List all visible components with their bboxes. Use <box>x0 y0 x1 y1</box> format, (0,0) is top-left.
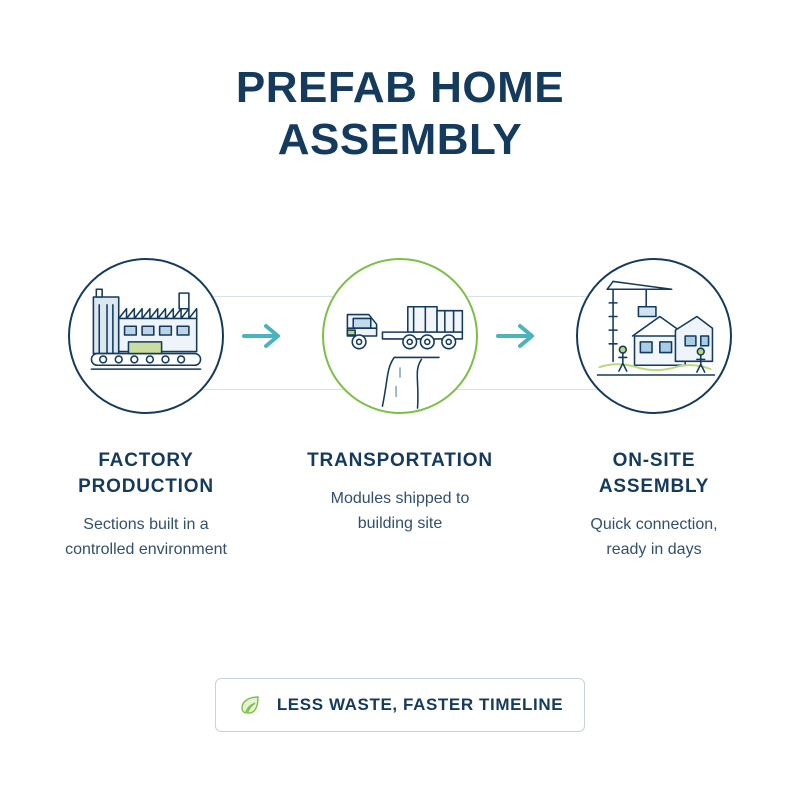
caption-desc-line-1: Modules shipped to <box>330 490 470 507</box>
page-title-line-1: PREFAB HOME <box>235 63 565 112</box>
caption-title-line-2: ASSEMBLY <box>598 476 710 497</box>
caption-desc-line-2: building site <box>357 515 443 532</box>
step-circle-transportation[interactable] <box>322 258 478 414</box>
page-title-line-2: ASSEMBLY <box>277 115 523 164</box>
page-title <box>0 62 800 166</box>
arrow-right-icon-2 <box>494 320 540 352</box>
step-circle-factory-production[interactable] <box>68 258 224 414</box>
process-steps <box>0 258 800 428</box>
caption-desc-line-1: Quick connection, <box>590 516 718 533</box>
caption-title-line-1: ON-SITE <box>612 450 696 471</box>
caption-title-line-1: FACTORY <box>98 450 194 471</box>
footer-badge-label: LESS WASTE, FASTER TIMELINE <box>276 695 564 714</box>
caption-desc-line-2: ready in days <box>606 541 702 558</box>
caption-on-site-assembly <box>534 448 774 562</box>
footer-badge <box>215 678 585 732</box>
caption-desc-line-1: Sections built in a <box>83 516 209 533</box>
caption-title <box>280 448 520 474</box>
leaf-icon <box>237 692 263 718</box>
caption-title-line-1: TRANSPORTATION <box>307 450 493 471</box>
step-circle-on-site-assembly[interactable] <box>576 258 732 414</box>
caption-description <box>26 512 266 562</box>
caption-factory-production <box>26 448 266 562</box>
caption-transportation <box>280 448 520 536</box>
caption-title <box>534 448 774 500</box>
caption-title-line-2: PRODUCTION <box>78 476 214 497</box>
caption-description <box>280 486 520 536</box>
arrow-right-icon-1 <box>240 320 286 352</box>
caption-desc-line-2: controlled environment <box>65 541 227 558</box>
caption-title <box>26 448 266 500</box>
caption-description <box>534 512 774 562</box>
